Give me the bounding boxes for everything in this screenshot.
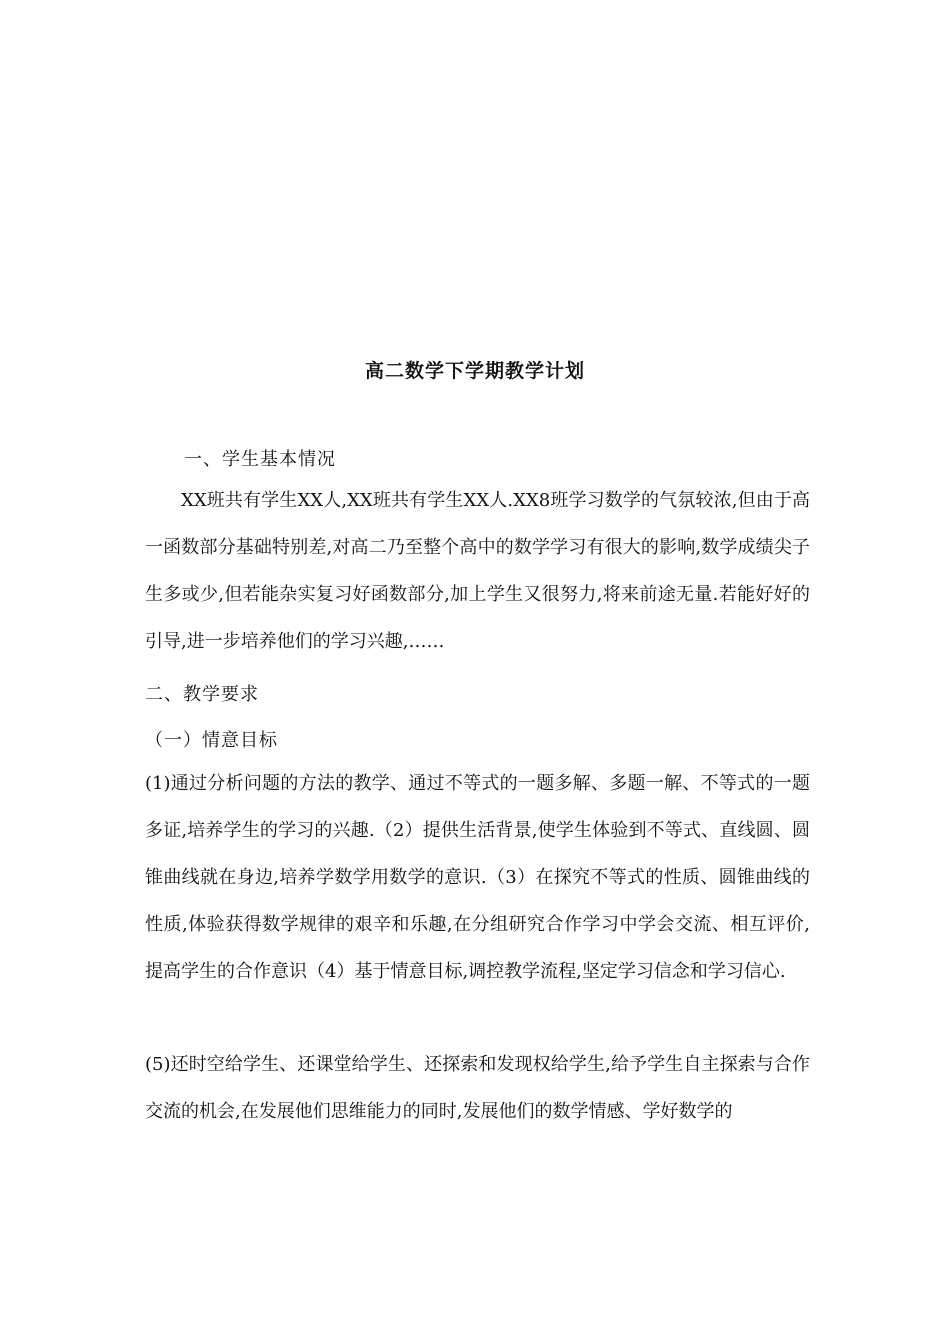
subsection-heading-affective-goals: （一）情意目标 xyxy=(145,730,278,751)
section-heading-teaching-requirements: 二、教学要求 xyxy=(145,684,259,705)
paragraph-affective-goals-2: (5)还时空给学生、还课堂给学生、还探索和发现权给学生,给予学生自主探索与合作交流的机会,在发展他们思维能力的同时,发展他们的数学情感、学好数学的 xyxy=(145,1054,810,1122)
document-title: 高二数学下学期教学计划 xyxy=(364,360,585,382)
section-heading-student-situation: 一、学生基本情况 xyxy=(184,449,336,470)
paragraph-student-situation: XX班共有学生XX人,XX班共有学生XX人.XX8班学习数学的气氛较浓,但由于高一函数部分基础特别差,对高二乃至整个高中的数学学习有很大的影响,数学成绩尖子生多或少,但若能杂实复习好函数部分,加上学生又很努力,将来前途无量.若能好好的引导,进一步培养他们的学习兴趣,…… xyxy=(145,490,810,652)
paragraph-affective-goals-1: (1)通过分析问题的方法的教学、通过不等式的一题多解、多题一解、不等式的一题多证,培养学生的学习的兴趣.（2）提供生活背景,使学生体验到不等式、直线圆、圆锥曲线就在身边,培养学数学用数学的意识.（3）在探究不等式的性质、圆锥曲线的性质,体验获得数学规律的艰辛和乐趣,在分组研究合作学习中学会交流、相互评价,提高学生的合作意识（4）基于情意目标,调控教学流程,坚定学习信念和学习信心. xyxy=(145,773,810,982)
